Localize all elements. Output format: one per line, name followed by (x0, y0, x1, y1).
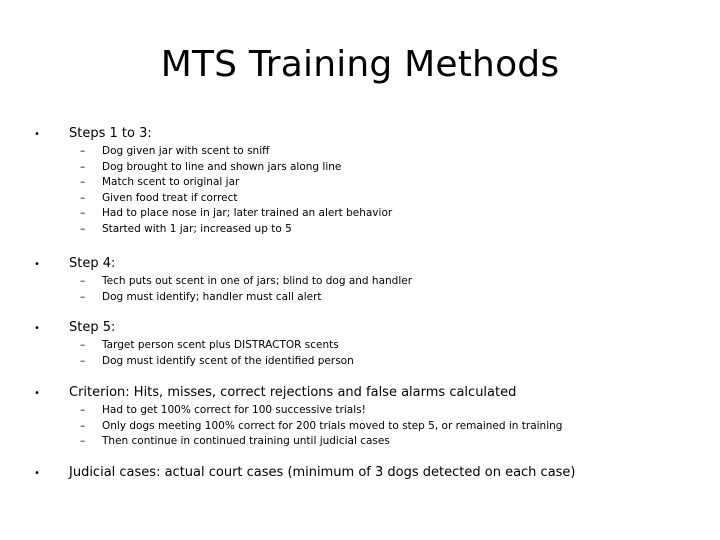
sub-text: Dog brought to line and shown jars along line (102, 160, 342, 173)
sub-item (0, 291, 720, 307)
sub-marker: – (80, 176, 86, 188)
sub-text: Only dogs meeting 100% correct for 200 trials moved to step 5, or remained in training (102, 419, 563, 432)
sub-item (0, 176, 720, 192)
sub-item (0, 339, 720, 355)
bullet-marker: • (34, 129, 40, 140)
sub-item (0, 192, 720, 208)
bullet-text: Judicial cases: actual court cases (minimum of 3 dogs detected on each case) (69, 465, 576, 480)
sub-marker: – (80, 160, 86, 173)
sub-text: Dog must identify; handler must call alert (102, 290, 322, 303)
sub-text: Tech puts out scent in one of jars; blind to dog and handler (102, 275, 413, 287)
sub-marker: – (80, 339, 86, 351)
sub-item (0, 161, 720, 177)
bullet-head (0, 256, 720, 276)
sub-text: Had to place nose in jar; later trained an alert behavior (102, 207, 393, 219)
sub-text: Had to get 100% correct for 100 successive trials! (102, 404, 366, 416)
sub-marker: – (80, 275, 86, 287)
sub-marker: – (80, 207, 86, 219)
bullet-head (0, 320, 720, 340)
bullet-text: Step 4: (69, 256, 116, 271)
sub-list (0, 404, 720, 451)
bullet-text: Step 5: (69, 320, 116, 335)
bullet-head (0, 126, 720, 146)
slide-title: MTS Training Methods (160, 44, 560, 85)
bullet-item (0, 256, 720, 303)
bullet-item (0, 126, 720, 235)
sub-list (0, 339, 720, 370)
sub-item (0, 435, 720, 451)
sub-item (0, 404, 720, 420)
bullet-head (0, 385, 720, 405)
sub-marker: – (80, 435, 86, 447)
sub-item (0, 207, 720, 223)
sub-marker: – (80, 145, 86, 157)
sub-text: Target person scent plus DISTRACTOR scents (102, 339, 339, 351)
bullet-text: Steps 1 to 3: (69, 126, 152, 141)
sub-text: Dog must identify scent of the identified person (102, 354, 354, 367)
sub-marker: – (80, 419, 86, 432)
sub-marker: – (80, 191, 86, 204)
sub-marker: – (80, 404, 86, 416)
sub-marker: – (80, 290, 86, 303)
sub-item (0, 420, 720, 436)
sub-text: Then continue in continued training until judicial cases (102, 435, 390, 447)
bullet-marker: • (34, 259, 40, 270)
sub-item (0, 223, 720, 239)
sub-item (0, 275, 720, 291)
sub-text: Started with 1 jar; increased up to 5 (102, 222, 292, 235)
sub-list (0, 145, 720, 238)
sub-text: Given food treat if correct (102, 191, 238, 204)
bullet-marker: • (34, 388, 40, 399)
sub-list (0, 275, 720, 306)
sub-item (0, 355, 720, 371)
sub-marker: – (80, 222, 86, 235)
sub-marker: – (80, 354, 86, 367)
bullet-item (0, 320, 720, 367)
bullet-head (0, 465, 720, 485)
sub-text: Dog given jar with scent to sniff (102, 145, 270, 157)
bullet-marker: • (34, 323, 40, 334)
bullet-text: Criterion: Hits, misses, correct rejections and false alarms calculated (69, 385, 517, 400)
sub-item (0, 145, 720, 161)
bullet-marker: • (34, 468, 40, 479)
bullet-item (0, 465, 720, 485)
bullet-item (0, 385, 720, 447)
sub-text: Match scent to original jar (102, 176, 240, 188)
